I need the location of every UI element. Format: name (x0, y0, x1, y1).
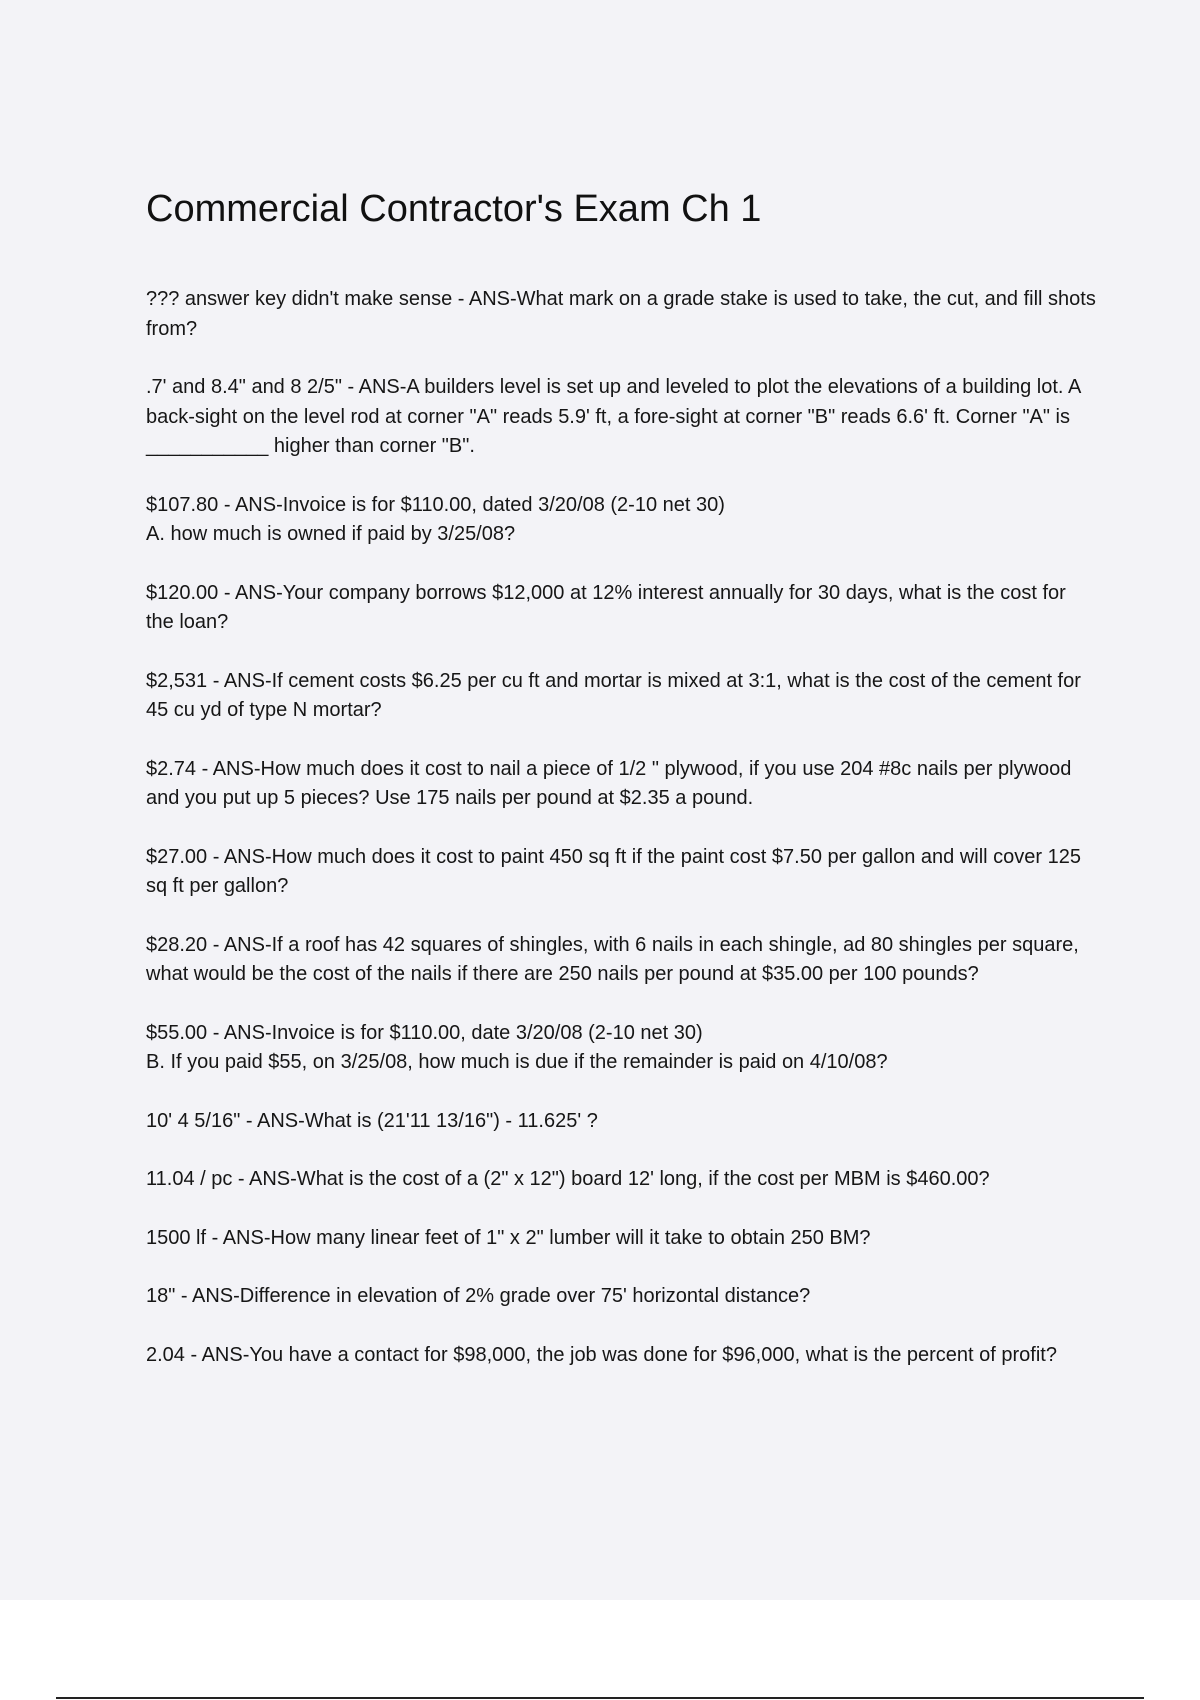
qa-entry (146, 1224, 1096, 1254)
qa-entry-text: .7' and 8.4" and 8 2/5" - ANS-A builders level is set up and leveled to plot the elevations of a building lot. A back-sight on the level rod at corner "A" reads 5.9' ft, a fore-sight at corner "B" reads 6.6' ft. Corner "A" is ___________ higher than corner "B". (146, 376, 1081, 457)
qa-entry-text: 2.04 - ANS-You have a contact for $98,000, the job was done for $96,000, what is the percent of profit? (146, 1343, 1057, 1366)
qa-list (146, 285, 1096, 1370)
qa-entry (146, 667, 1096, 726)
qa-entry (146, 843, 1096, 902)
document-title: Commercial Contractor's Exam Ch 1 (146, 188, 762, 230)
qa-entry-text: 18" - ANS-Difference in elevation of 2% grade over 75' horizontal distance? (146, 1285, 811, 1307)
qa-entry-text: $27.00 - ANS-How much does it cost to paint 450 sq ft if the paint cost $7.50 per gallon and will cover 125 sq ft per gallon? (146, 845, 1081, 897)
qa-entry (146, 285, 1096, 344)
page-divider (56, 1697, 1144, 1699)
qa-entry-text: $2,531 - ANS-If cement costs $6.25 per cu ft and mortar is mixed at 3:1, what is the cost of the cement for 45 cu yd of type N mortar? (146, 669, 1081, 721)
qa-entry (146, 491, 1096, 550)
qa-entry-text: ??? answer key didn't make sense - ANS-What mark on a grade stake is used to take, the cut, and fill shots from? (146, 288, 1096, 340)
qa-entry-text: $55.00 - ANS-Invoice is for $110.00, date 3/20/08 (2-10 net 30) (146, 1021, 703, 1044)
qa-entry-text: B. If you paid $55, on 3/25/08, how much is due if the remainder is paid on 4/10/08? (146, 1051, 888, 1073)
qa-entry (146, 1107, 1096, 1137)
qa-entry (146, 1019, 1096, 1078)
document-content (146, 183, 1096, 1399)
qa-entry-text: 10' 4 5/16" - ANS-What is (21'11 13/16") - 11.625' ? (146, 1109, 598, 1132)
qa-entry (146, 755, 1096, 814)
qa-entry-text: 1500 lf - ANS-How many linear feet of 1" x 2" lumber will it take to obtain 250 BM? (146, 1226, 871, 1249)
qa-entry-text: $2.74 - ANS-How much does it cost to nail a piece of 1/2 " plywood, if you use 204 #8c nails per plywood and you put up 5 pieces? Use 175 nails per pound at $2.35 a pound. (146, 757, 1072, 809)
qa-entry (146, 931, 1096, 990)
qa-entry-text: $120.00 - ANS-Your company borrows $12,000 at 12% interest annually for 30 days, what is the cost for the loan? (146, 581, 1066, 633)
qa-entry (146, 1341, 1096, 1371)
qa-entry (146, 1165, 1096, 1195)
qa-entry (146, 373, 1096, 462)
qa-entry-text: $107.80 - ANS-Invoice is for $110.00, dated 3/20/08 (2-10 net 30) (146, 493, 725, 516)
qa-entry-text: $28.20 - ANS-If a roof has 42 squares of shingles, with 6 nails in each shingle, ad 80 shingles per square, what would be the cost of the nails if there are 250 nails per pound at $35.00 per 100 pounds? (146, 933, 1079, 985)
qa-entry-text: 11.04 / pc - ANS-What is the cost of a (2" x 12") board 12' long, if the cost per MBM is $460.00? (146, 1168, 990, 1190)
qa-entry (146, 1282, 1096, 1312)
qa-entry (146, 579, 1096, 638)
qa-entry-text: A. how much is owned if paid by 3/25/08? (146, 523, 516, 545)
